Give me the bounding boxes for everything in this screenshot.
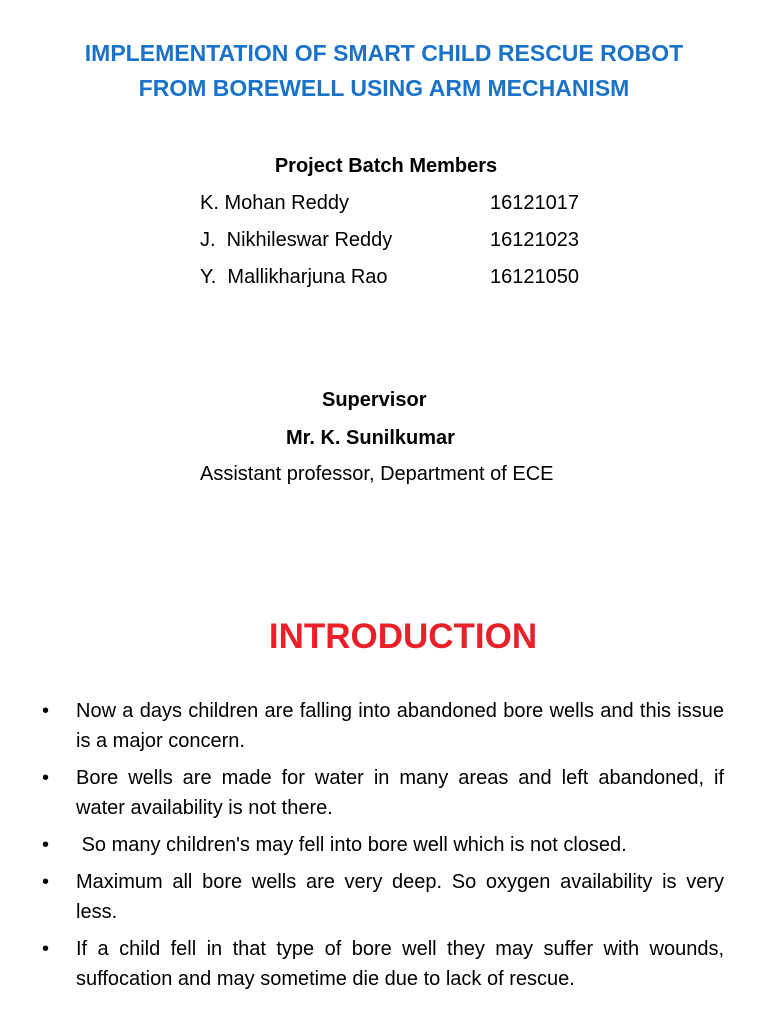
member-row <box>200 225 620 255</box>
introduction-bullet-list <box>42 696 724 1001</box>
member-id: 16121050 <box>490 266 579 288</box>
bullet-icon: • <box>42 700 50 722</box>
supervisor-role: Assistant professor, Department of ECE <box>200 463 554 485</box>
bullet-icon: • <box>42 834 50 856</box>
bullet-item <box>42 934 724 994</box>
bullet-item <box>42 763 724 823</box>
bullet-icon: • <box>42 871 50 893</box>
bullet-item <box>42 867 724 927</box>
project-title <box>0 36 768 106</box>
bullet-text: If a child fell in that type of bore well they may suffer with wounds, suffocation and may sometime die due to lack of rescue. <box>76 938 724 990</box>
supervisor-heading: Supervisor <box>322 389 427 411</box>
bullet-text: So many children's may fell into bore well which is not closed. <box>76 834 627 856</box>
bullet-text: Now a days children are falling into abandoned bore wells and this issue is a major concern. <box>76 700 724 752</box>
member-row <box>200 188 620 218</box>
bullet-text: Maximum all bore wells are very deep. So oxygen availability is very less. <box>76 871 724 923</box>
bullet-icon: • <box>42 938 50 960</box>
member-row <box>200 262 620 292</box>
member-name: K. Mohan Reddy <box>200 192 349 214</box>
bullet-item <box>42 830 724 860</box>
member-name: Y. Mallikharjuna Rao <box>200 266 388 288</box>
member-name: J. Nikhileswar Reddy <box>200 229 393 251</box>
bullet-text: Bore wells are made for water in many areas and left abandoned, if water availability is not there. <box>76 767 724 819</box>
supervisor-name: Mr. K. Sunilkumar <box>286 427 455 449</box>
bullet-item <box>42 696 724 756</box>
project-title-line-1: IMPLEMENTATION OF SMART CHILD RESCUE ROBOT <box>84 40 684 66</box>
bullet-icon: • <box>42 767 50 789</box>
batch-members-heading: Project Batch Members <box>274 155 498 177</box>
project-title-line-2: FROM BOREWELL USING ARM MECHANISM <box>138 75 630 101</box>
member-id: 16121017 <box>490 192 579 214</box>
introduction-heading: INTRODUCTION <box>268 617 538 656</box>
member-id: 16121023 <box>490 229 579 251</box>
